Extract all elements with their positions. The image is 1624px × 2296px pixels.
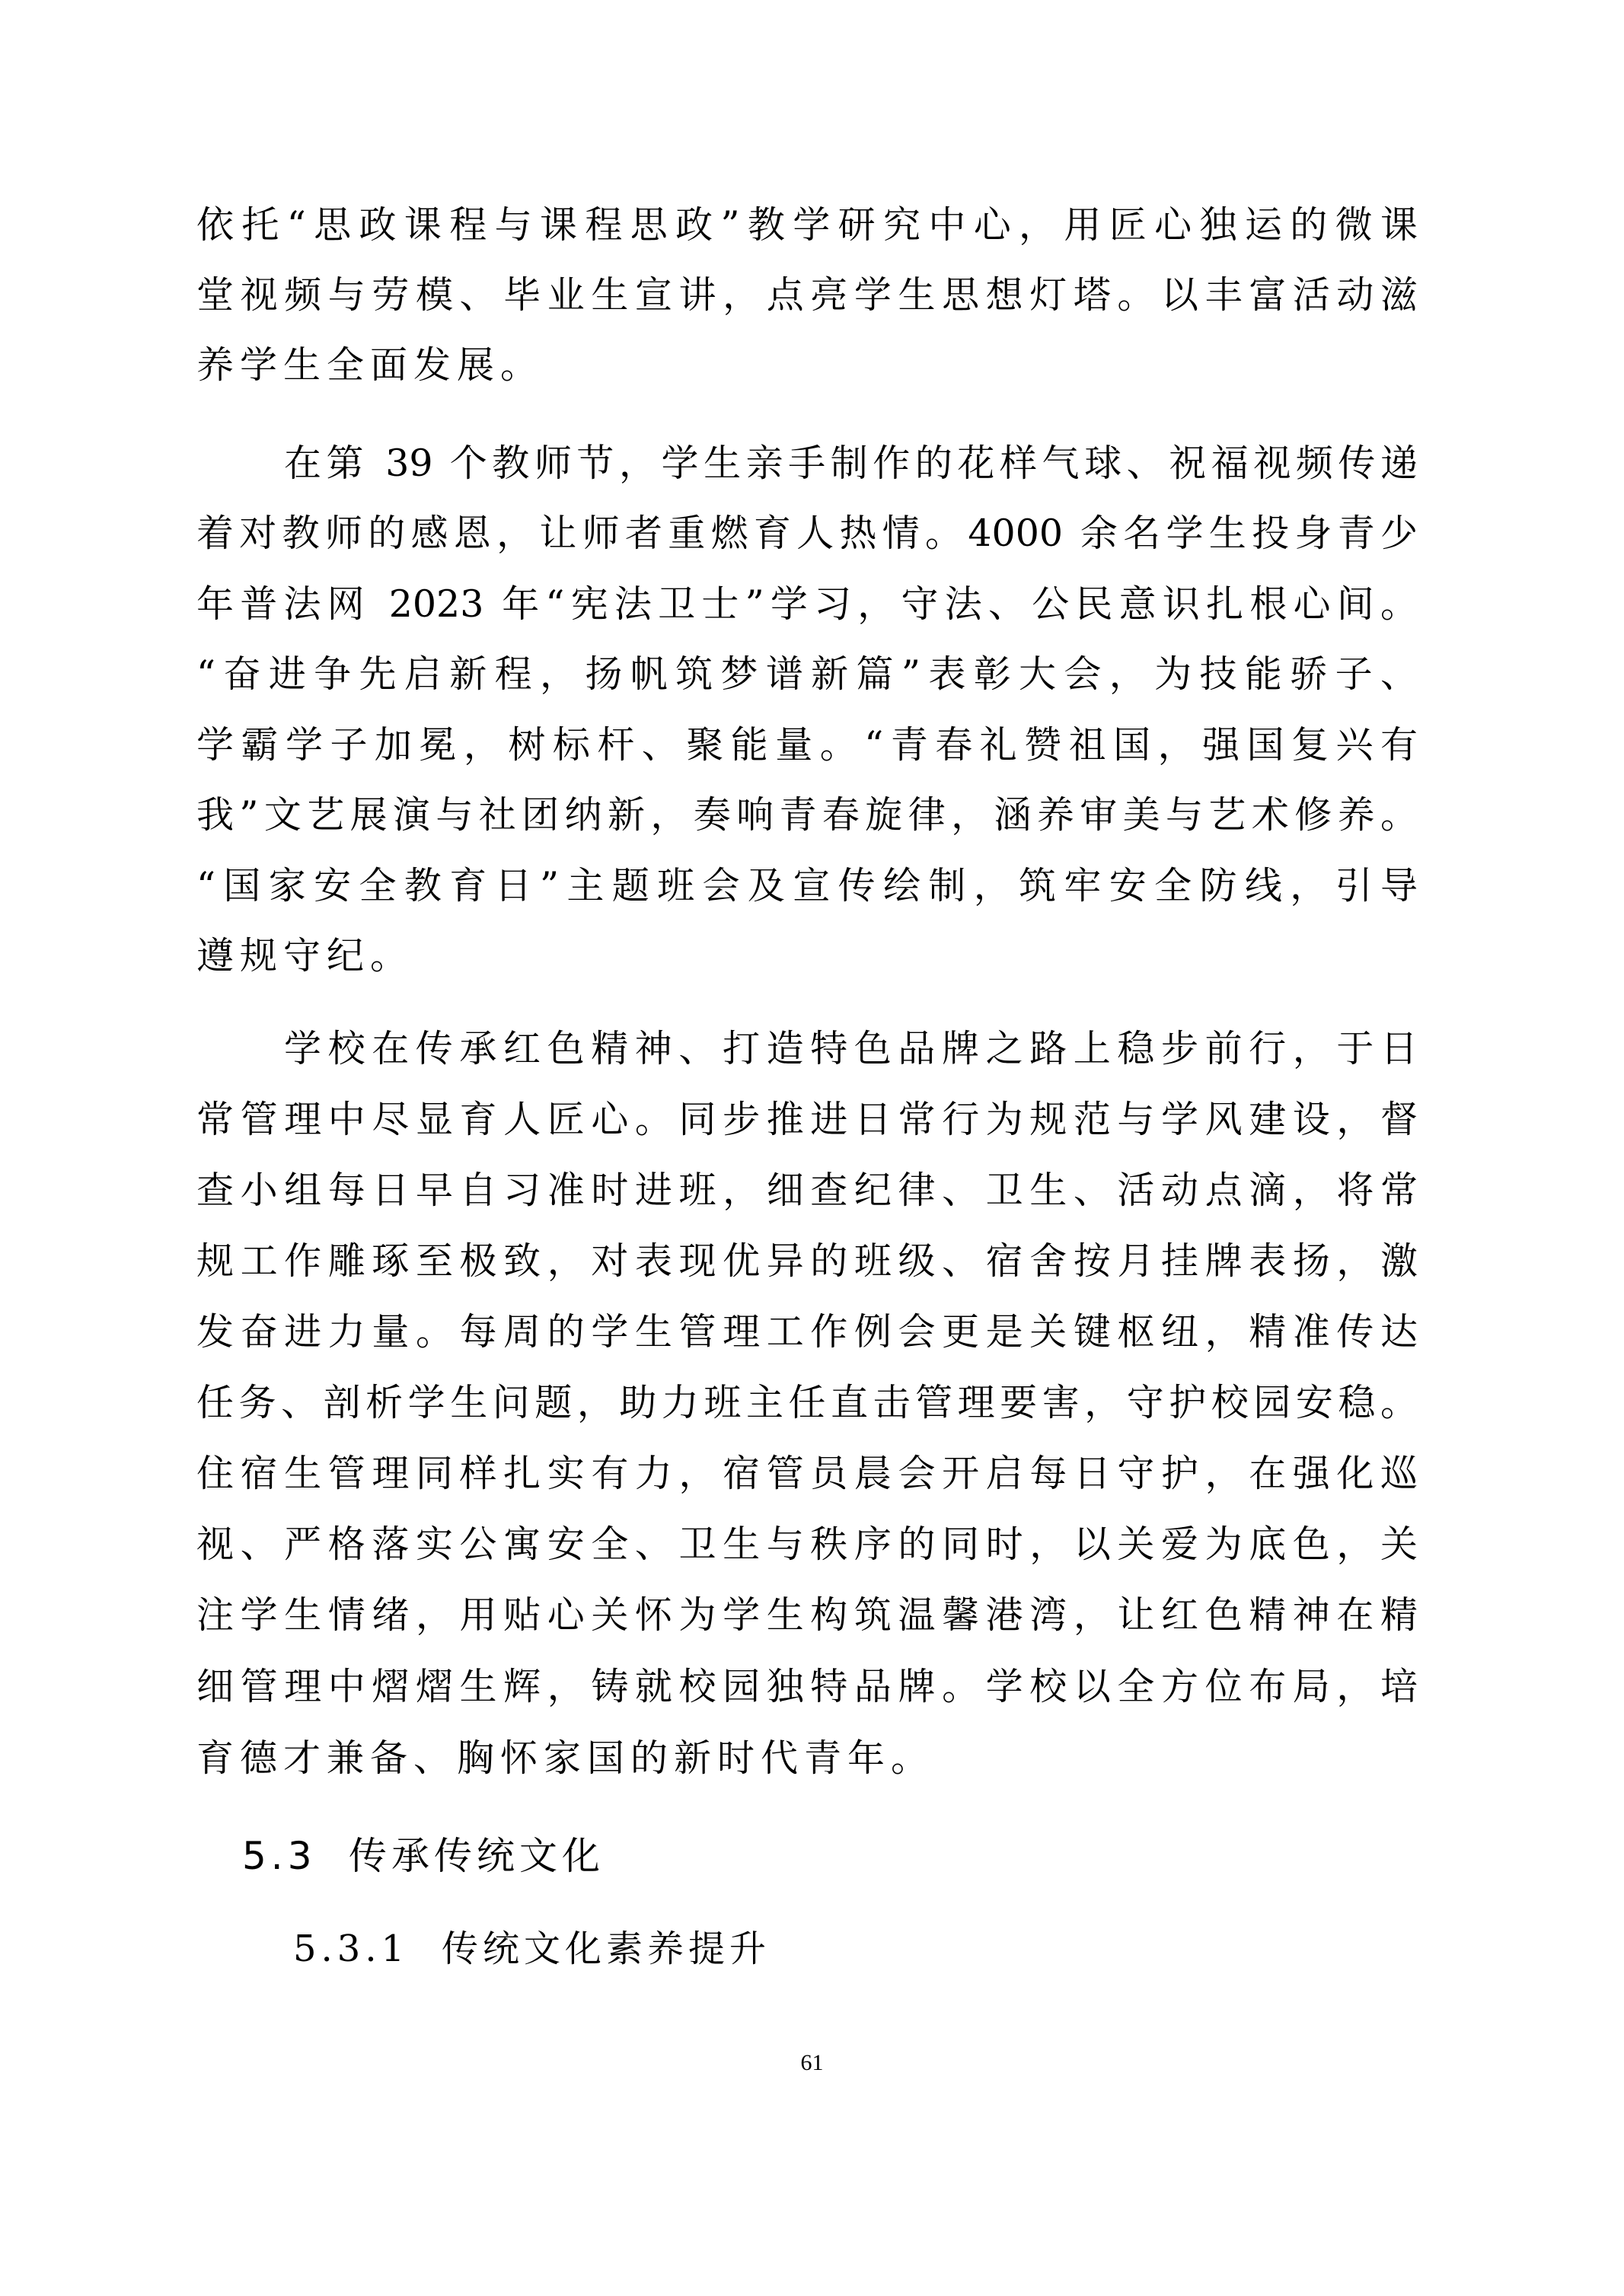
paragraph-3-line-3: 查小组每日早自习准时进班，细查纪律、卫生、活动点滴，将常 (196, 1169, 1418, 1212)
paragraph-1-line-3: 养学生全面发展。 (196, 343, 544, 387)
section-number: 5.3 (242, 1834, 317, 1878)
paragraph-1-line-2: 堂视频与劳模、毕业生宣讲，点亮学生思想灯塔。以丰富活动滋 (196, 273, 1418, 317)
paragraph-3-line-4: 规工作雕琢至极致，对表现优异的班级、宿舍按月挂牌表扬，激 (196, 1239, 1418, 1283)
section-title: 传承传统文化 (349, 1834, 605, 1878)
paragraph-3-line-11: 育德才兼备、胸怀家国的新时代青年。 (196, 1736, 935, 1780)
paragraph-1-line-1: 依托“思政课程与课程思政”教学研究中心，用匠心独运的微课 (196, 203, 1418, 247)
paragraph-3-line-10: 细管理中熠熠生辉，铸就校园独特品牌。学校以全方位布局，培 (196, 1665, 1418, 1708)
paragraph-2-line-1: 在第 39 个教师节，学生亲手制作的花样气球、祝福视频传递 (284, 442, 1418, 485)
paragraph-3-line-2: 常管理中尽显育人匠心。同步推进日常行为规范与学风建设，督 (196, 1098, 1418, 1141)
paragraph-2-line-4: “奋进争先启新程，扬帆筑梦谱新篇”表彰大会，为技能骄子、 (196, 652, 1418, 696)
paragraph-3-line-9: 注学生情绪，用贴心关怀为学生构筑温馨港湾，让红色精神在精 (196, 1593, 1418, 1637)
subsection-number: 5.3.1 (293, 1928, 410, 1970)
paragraph-2-line-6: 我”文艺展演与社团纳新，奏响青春旋律，涵养审美与艺术修养。 (196, 793, 1418, 837)
page-number: 61 (800, 2050, 824, 2075)
subsection-heading (293, 1918, 771, 1979)
subsection-title: 传统文化素养提升 (442, 1928, 771, 1970)
paragraph-2-line-8: 遵规守纪。 (196, 934, 414, 977)
paragraph-3-line-1: 学校在传承红色精神、打造特色品牌之路上稳步前行，于日 (284, 1027, 1418, 1070)
paragraph-3-line-6: 任务、剖析学生问题，助力班主任直击管理要害，守护校园安稳。 (196, 1381, 1418, 1424)
paragraph-2-line-7: “国家安全教育日”主题班会及宣传绘制，筑牢安全防线，引导 (196, 864, 1418, 907)
paragraph-2-line-5: 学霸学子加冕，树标杆、聚能量。“青春礼赞祖国，强国复兴有 (196, 723, 1418, 767)
section-heading (242, 1826, 605, 1886)
paragraph-3-line-5: 发奋进力量。每周的学生管理工作例会更是关键枢纽，精准传达 (196, 1310, 1418, 1354)
paragraph-2-line-3: 年普法网 2023 年“宪法卫士”学习，守法、公民意识扎根心间。 (196, 582, 1418, 626)
paragraph-2-line-2: 着对教师的感恩，让师者重燃育人热情。4000 余名学生投身青少 (196, 512, 1418, 555)
paragraph-3-line-7: 住宿生管理同样扎实有力，宿管员晨会开启每日守护，在强化巡 (196, 1452, 1418, 1495)
paragraph-3-line-8: 视、严格落实公寓安全、卫生与秩序的同时，以关爱为底色，关 (196, 1523, 1418, 1566)
